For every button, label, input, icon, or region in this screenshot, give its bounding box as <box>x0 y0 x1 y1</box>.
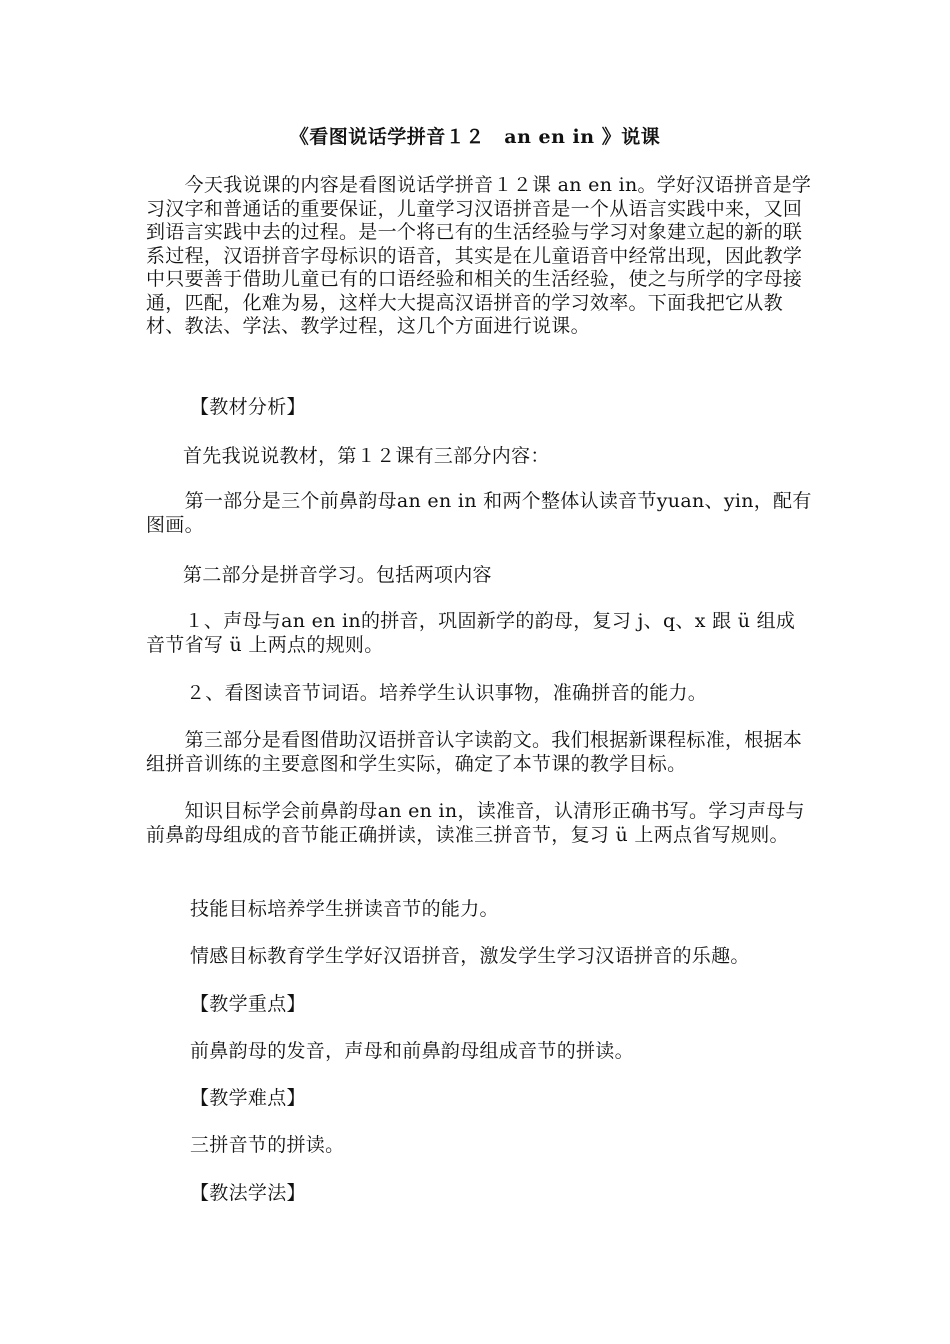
part2-item1: １、声母与an en in的拼音，巩固新学的韵母，复习 j、q、x 跟 ü 组成音节省写 ü 上两点的规则。 <box>146 610 796 656</box>
goal-knowledge: 知识目标学会前鼻韵母an en in，读准音，认清形正确书写。学习声母与前鼻韵母组成的音节能正确拼读，读准三拼音节，复习 ü 上两点省写规则。 <box>146 800 805 846</box>
part1-paragraph: 第一部分是三个前鼻韵母an en in 和两个整体认读音节yuan、yin，配有图画。 <box>146 490 812 536</box>
document-title: 《看图说话学拼音１２ an en in 》说课 <box>289 126 661 148</box>
heading-difficulties: 【教学难点】 <box>190 1087 306 1109</box>
goal-skill: 技能目标培养学生拼读音节的能力。 <box>190 898 499 920</box>
key-points: 前鼻韵母的发音，声母和前鼻韵母组成音节的拼读。 <box>190 1040 634 1062</box>
heading-materials: 【教材分析】 <box>190 396 306 418</box>
intro-paragraph: 今天我说课的内容是看图说话学拼音１２课 an en in。学好汉语拼音是学习汉字和普通话的重要保证，儿童学习汉语拼音是一个从语言实践中来，又回到语言实践中去的过程。是一个将已有的生活经验与学习对象建立起的新的联系过程，汉语拼音字母标识的语音，其实是在儿童语音中经常出现，因此教学中只要善于借助儿童已有的口语经验和相关的生活经验，使之与所学的字母接通，匹配，化难为易，这样大大提高汉语拼音的学习效率。下面我把它从教材、教法、学法、教学过程，这几个方面进行说课。 <box>146 174 812 337</box>
part2-item2: ２、看图读音节词语。培养学生认识事物，准确拼音的能力。 <box>186 682 708 704</box>
part2-paragraph: 第二部分是拼音学习。包括两项内容 <box>183 564 492 586</box>
heading-methods: 【教法学法】 <box>190 1182 306 1204</box>
heading-key-points: 【教学重点】 <box>190 993 306 1015</box>
part3-paragraph: 第三部分是看图借助汉语拼音认字读韵文。我们根据新课程标准，根据本组拼音训练的主要意图和学生实际，确定了本节课的教学目标。 <box>146 729 803 775</box>
goal-emotion: 情感目标教育学生学好汉语拼音，激发学生学习汉语拼音的乐趣。 <box>190 945 750 967</box>
difficulties: 三拼音节的拼读。 <box>190 1134 345 1156</box>
materials-intro: 首先我说说教材，第１２课有三部分内容： <box>183 445 550 467</box>
